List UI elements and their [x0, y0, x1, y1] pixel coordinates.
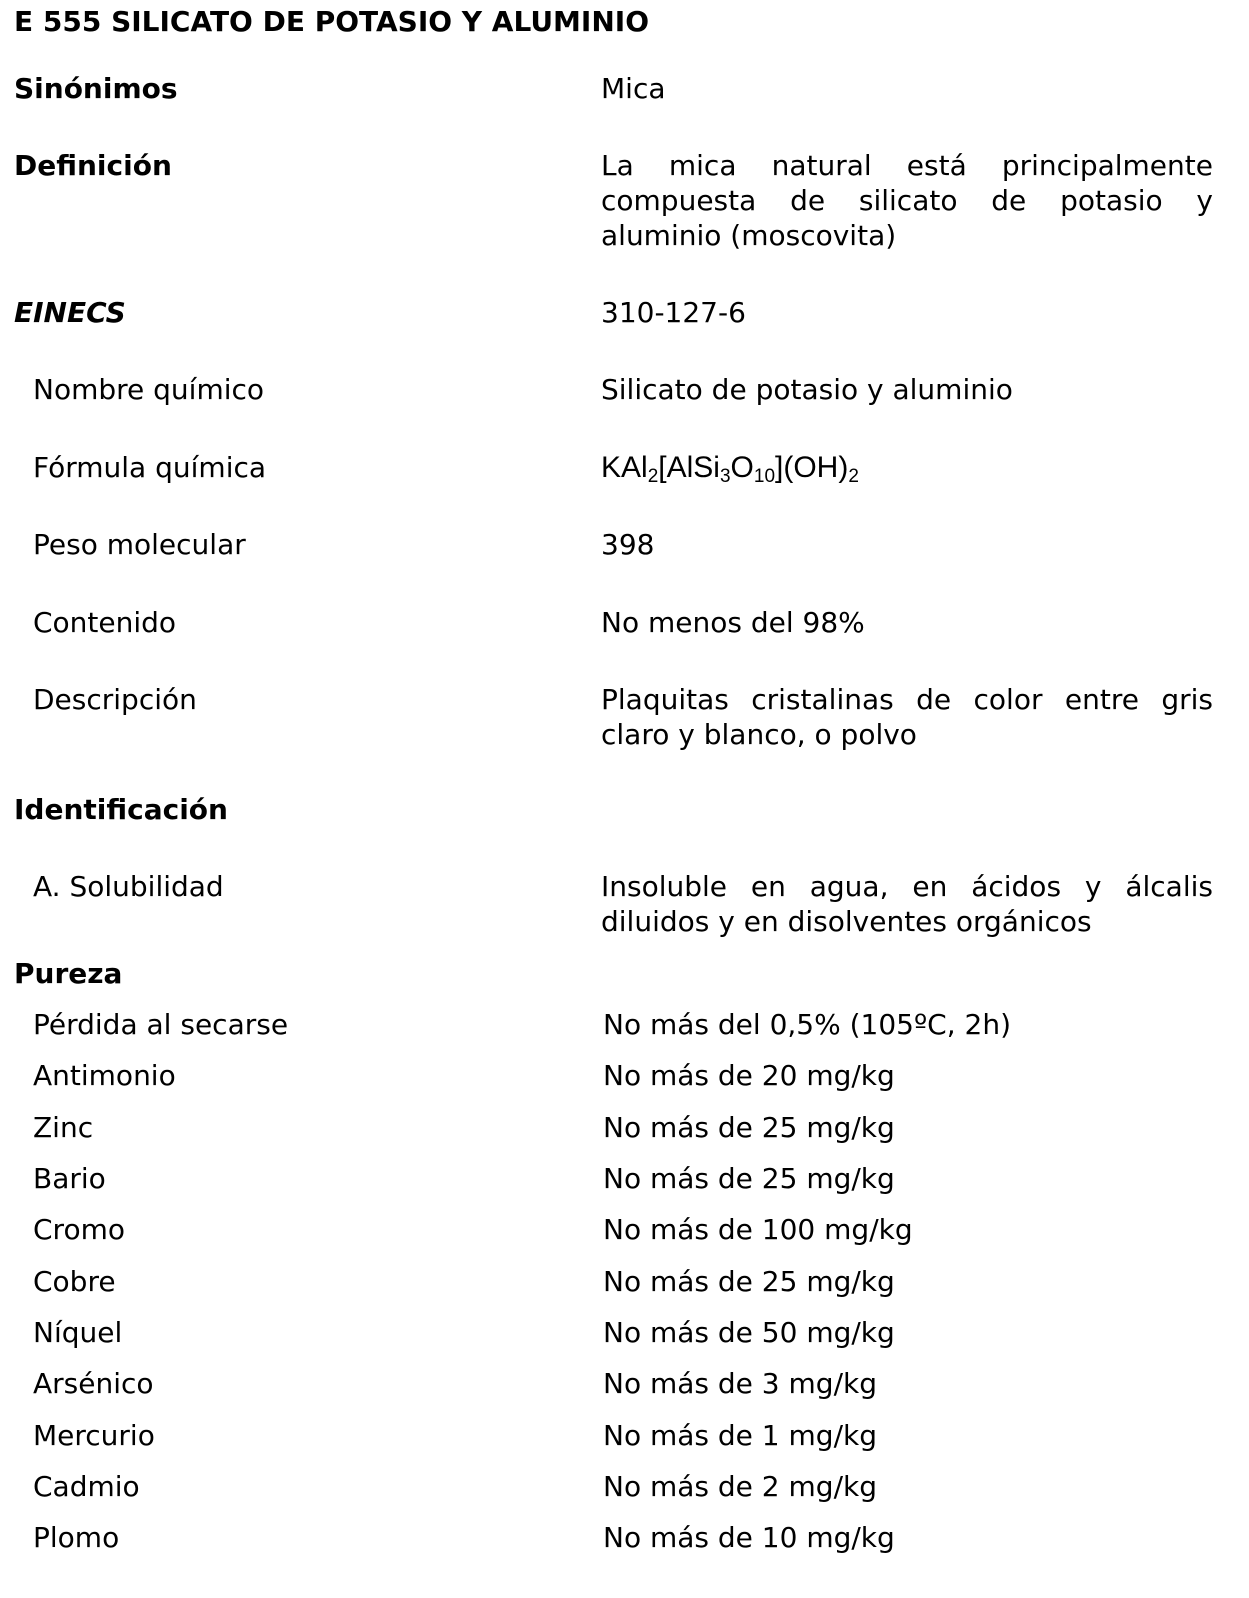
purity-item-value: No más de 100 mg/kg — [603, 1213, 913, 1246]
synonyms-label: Sinónimos — [14, 72, 178, 105]
purity-item-label: Pérdida al secarse — [33, 1008, 289, 1041]
identification-heading: Identificación — [14, 793, 228, 826]
formula-part: ](OH) — [775, 451, 849, 484]
purity-item-value: No más de 25 mg/kg — [603, 1162, 895, 1195]
content-value: No menos del 98% — [601, 606, 865, 639]
purity-item-value: No más de 10 mg/kg — [603, 1521, 895, 1554]
description-label: Descripción — [33, 683, 197, 716]
purity-item-value: No más de 25 mg/kg — [603, 1265, 895, 1298]
formula-subscript: 2 — [647, 466, 659, 487]
purity-item-value: No más de 25 mg/kg — [603, 1111, 895, 1144]
purity-heading: Pureza — [14, 957, 123, 990]
chemical-formula-label: Fórmula química — [33, 451, 267, 484]
chemical-name-value: Silicato de potasio y aluminio — [601, 373, 1013, 406]
formula-subscript: 10 — [753, 466, 776, 487]
purity-item-label: Antimonio — [33, 1059, 176, 1092]
purity-item-label: Arsénico — [33, 1367, 154, 1400]
purity-item-label: Bario — [33, 1162, 106, 1195]
purity-item-value: No más de 50 mg/kg — [603, 1316, 895, 1349]
purity-item-label: Cobre — [33, 1265, 116, 1298]
einecs-label: EINECS — [14, 296, 126, 329]
formula-part: O — [730, 451, 754, 484]
formula-subscript: 3 — [719, 466, 731, 487]
purity-item-label: Cromo — [33, 1213, 125, 1246]
purity-item-value: No más del 0,5% (105ºC, 2h) — [603, 1008, 1012, 1041]
solubility-label: A. Solubilidad — [33, 870, 224, 903]
formula-subscript: 2 — [848, 466, 859, 487]
definition-value: La mica natural está principalmente compuesta de silicato de potasio y aluminio (moscovita) — [601, 149, 1213, 252]
molecular-weight-value: 398 — [601, 528, 655, 561]
purity-item-value: No más de 1 mg/kg — [603, 1419, 877, 1452]
description-value: Plaquitas cristalinas de color entre gris claro y blanco, o polvo — [601, 683, 1213, 751]
molecular-weight-label: Peso molecular — [33, 528, 246, 561]
content-label: Contenido — [33, 606, 177, 639]
purity-item-label: Níquel — [33, 1316, 123, 1349]
definition-label: Definición — [14, 149, 172, 182]
formula-part: [AlSi — [658, 451, 720, 484]
solubility-value: Insoluble en agua, en ácidos y álcalis diluidos y en disolventes orgánicos — [601, 870, 1213, 938]
purity-item-label: Mercurio — [33, 1419, 155, 1452]
purity-item-value: No más de 3 mg/kg — [603, 1367, 877, 1400]
document-title: E 555 SILICATO DE POTASIO Y ALUMINIO — [14, 5, 649, 38]
chemical-name-label: Nombre químico — [33, 373, 265, 406]
synonyms-value: Mica — [601, 72, 666, 105]
purity-item-value: No más de 20 mg/kg — [603, 1059, 895, 1092]
purity-item-label: Plomo — [33, 1521, 120, 1554]
purity-item-label: Cadmio — [33, 1470, 140, 1503]
purity-item-value: No más de 2 mg/kg — [603, 1470, 877, 1503]
chemical-formula-value — [601, 450, 859, 485]
einecs-value: 310-127-6 — [601, 296, 746, 329]
formula-part: KAl — [601, 451, 648, 484]
purity-item-label: Zinc — [33, 1111, 94, 1144]
